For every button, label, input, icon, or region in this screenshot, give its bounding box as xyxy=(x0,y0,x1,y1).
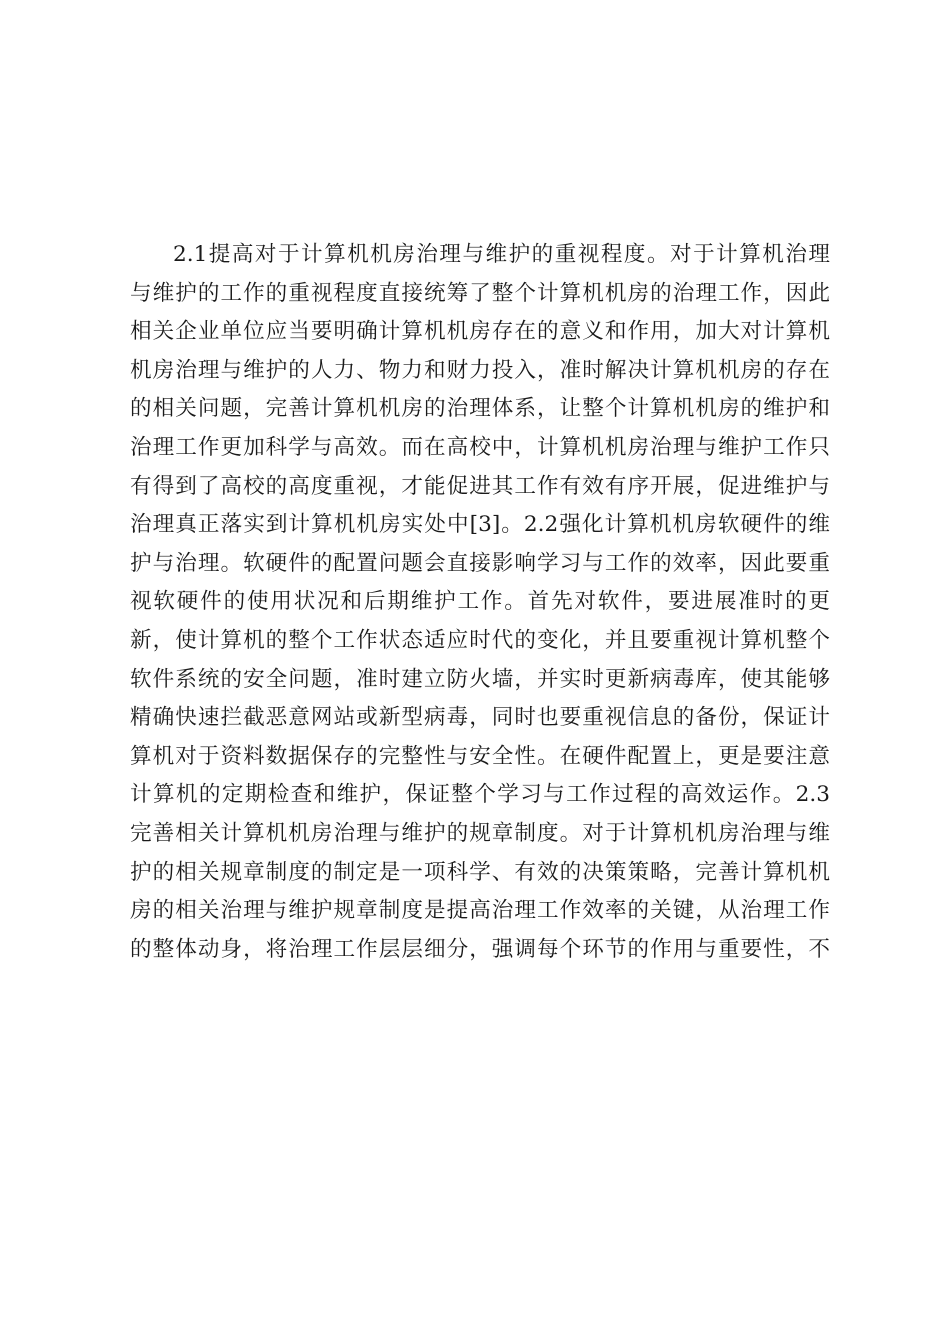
text-line: 算机对于资料数据保存的完整性与安全性。在硬件配置上，更是要注意 xyxy=(130,743,830,769)
text-line: 相关企业单位应当要明确计算机机房存在的意义和作用，加大对计算机 xyxy=(130,319,830,345)
text-line: 完善相关计算机机房治理与维护的规章制度。对于计算机机房治理与维 xyxy=(130,820,830,846)
text-line: 新，使计算机的整个工作状态适应时代的变化，并且要重视计算机整个 xyxy=(130,627,830,653)
text-line: 精确快速拦截恶意网站或新型病毒，同时也要重视信息的备份，保证计 xyxy=(130,705,830,731)
body-paragraph xyxy=(130,236,830,969)
text-line: 护与治理。软硬件的配置问题会直接影响学习与工作的效率，因此要重 xyxy=(130,550,830,576)
text-line: 护的相关规章制度的制定是一项科学、有效的决策策略，完善计算机机 xyxy=(130,859,830,885)
text-line: 治理真正落实到计算机机房实处中[3]。2.2强化计算机机房软硬件的维 xyxy=(130,512,830,538)
text-line: 房的相关治理与维护规章制度是提高治理工作效率的关键，从治理工作 xyxy=(130,898,830,924)
text-line: 的相关问题，完善计算机机房的治理体系，让整个计算机机房的维护和 xyxy=(130,396,830,422)
text-line: 计算机的定期检查和维护，保证整个学习与工作过程的高效运作。2.3 xyxy=(130,782,830,808)
text-line: 2.1提高对于计算机机房治理与维护的重视程度。对于计算机治理 xyxy=(173,242,830,267)
text-line: 视软硬件的使用状况和后期维护工作。首先对软件，要进展准时的更 xyxy=(130,589,830,615)
text-line: 与维护的工作的重视程度直接统筹了整个计算机机房的治理工作，因此 xyxy=(130,280,830,306)
text-line: 软件系统的安全问题，准时建立防火墙，并实时更新病毒库，使其能够 xyxy=(130,666,830,692)
text-line: 的整体动身，将治理工作层层细分，强调每个环节的作用与重要性，不 xyxy=(130,936,830,962)
text-line: 治理工作更加科学与高效。而在高校中，计算机机房治理与维护工作只 xyxy=(130,434,830,460)
text-line: 有得到了高校的高度重视，才能促进其工作有效有序开展，促进维护与 xyxy=(130,473,830,499)
text-line: 机房治理与维护的人力、物力和财力投入，准时解决计算机机房的存在 xyxy=(130,357,830,383)
